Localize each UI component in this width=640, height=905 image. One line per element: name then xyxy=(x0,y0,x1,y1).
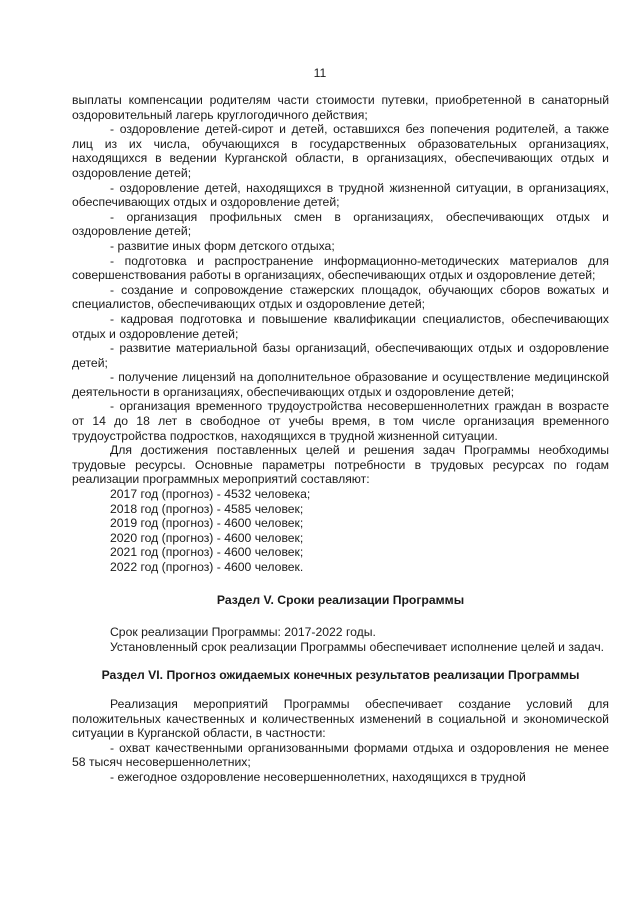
paragraph-continuation: выплаты компенсации родителям части стоимости путевки, приобретенной в санаторный оздоровительный лагерь круглогодичного действия; xyxy=(72,93,609,122)
paragraph-resources: Для достижения поставленных целей и решения задач Программы необходимы трудовые ресурсы. Основные параметры потребности в трудовых ресурсах по годам реализации программных мероприятий составляют: xyxy=(72,443,609,487)
year-forecast-line: 2022 год (прогноз) - 4600 человек. xyxy=(110,560,304,574)
section-5-paragraph: Установленный срок реализации Программы обеспечивает исполнение целей и задач. xyxy=(110,639,605,654)
year-forecast-line: 2018 год (прогноз) - 4585 человек; xyxy=(110,501,304,516)
year-forecast-line: 2019 год (прогноз) - 4600 человек; xyxy=(110,516,304,531)
list-item: - оздоровление детей, находящихся в трудной жизненной ситуации, в организациях, обеспечивающих отдых и оздоровление детей; xyxy=(72,180,609,210)
list-item: - организация профильных смен в организациях, обеспечивающих отдых и оздоровление детей; xyxy=(72,209,609,239)
section-5-heading: Раздел V. Сроки реализации Программы xyxy=(216,592,465,607)
year-forecast-line: 2020 год (прогноз) - 4600 человек; xyxy=(110,530,304,545)
list-item: - подготовка и распространение информационно-методических материалов для совершенствования работы в организациях, обеспечивающих отдых и оздоровление детей; xyxy=(72,253,609,283)
section-6-heading: Раздел VI. Прогноз ожидаемых конечных результатов реализации Программы xyxy=(101,668,580,683)
year-forecast-line: 2017 год (прогноз) - 4532 человека; xyxy=(110,487,311,502)
list-item: - оздоровление детей-сирот и детей, оставшихся без попечения родителей, а также лиц из их числа, обучающихся в государственных образовательных организациях, находящихся в ведении Курганской области, в организациях, обеспечивающих отдых и оздоровление детей; xyxy=(72,122,609,180)
list-item: - развитие иных форм детского отдыха; xyxy=(110,238,335,253)
list-item: - создание и сопровождение стажерских площадок, обучающих сборов вожатых и специалистов, обеспечивающих отдых и оздоровление детей; xyxy=(72,282,609,312)
list-item: - организация временного трудоустройства несовершеннолетних граждан в возрасте от 14 до 18 лет в свободное от учебы время, в том числе организация временного трудоустройства подростков, находящихся в трудной жизненной ситуации. xyxy=(72,399,609,443)
document-body xyxy=(72,93,609,785)
list-item: - кадровая подготовка и повышение квалификации специалистов, обеспечивающих отдых и оздоровление детей; xyxy=(72,311,609,341)
list-item: - получение лицензий на дополнительное образование и осуществление медицинской деятельности в организациях, обеспечивающих отдых и оздоровление детей; xyxy=(72,370,609,399)
page-number: 11 xyxy=(313,66,327,80)
list-item: - ежегодное оздоровление несовершеннолетних, находящихся в трудной xyxy=(110,769,526,784)
list-item: - охват качественными организованными формами отдыха и оздоровления не менее 58 тысяч несовершеннолетних; xyxy=(72,740,609,770)
year-forecast-line: 2021 год (прогноз) - 4600 человек; xyxy=(110,545,304,560)
list-item: - развитие материальной базы организаций, обеспечивающих отдых и оздоровление детей; xyxy=(72,341,609,370)
section-5-paragraph: Срок реализации Программы: 2017-2022 годы. xyxy=(110,625,376,640)
section-6-paragraph: Реализация мероприятий Программы обеспечивает создание условий для положительных качественных и количественных изменений в социальной и экономической ситуации в Курганской области, в частности: xyxy=(72,696,609,741)
